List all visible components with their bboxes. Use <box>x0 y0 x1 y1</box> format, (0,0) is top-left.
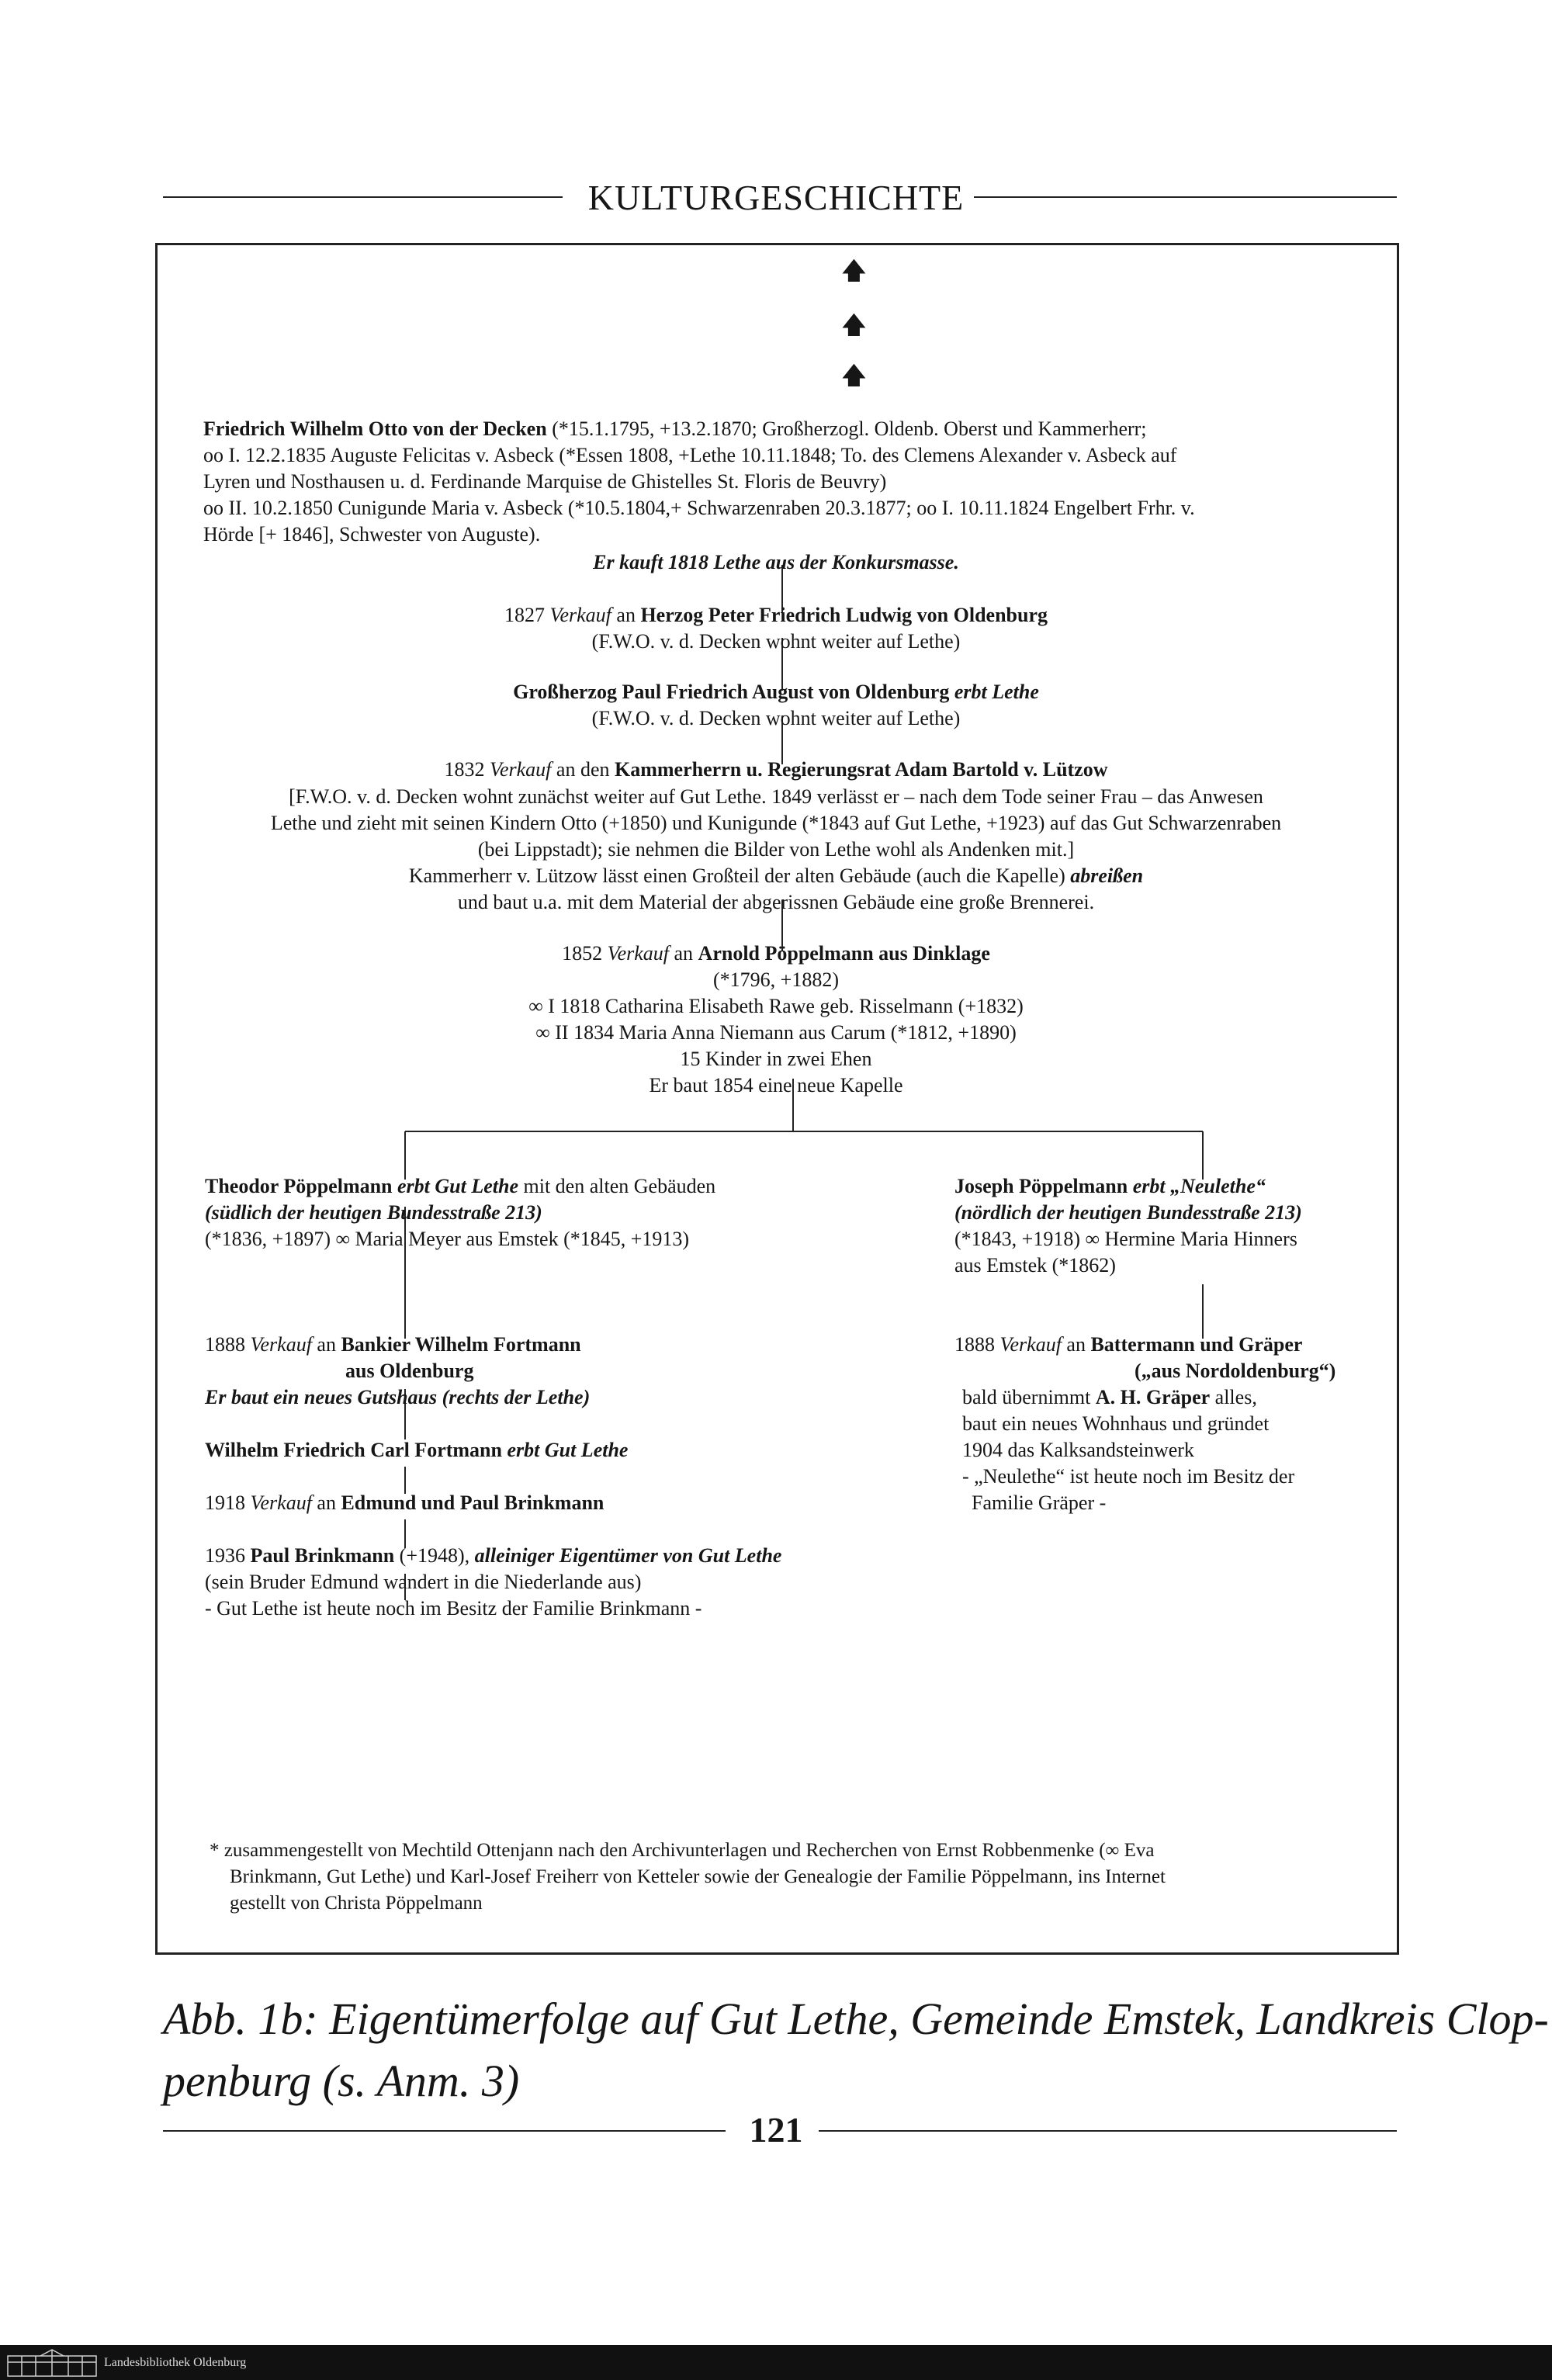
joseph-line-2: (nördlich der heutigen Bundesstraße 213) <box>954 1201 1302 1224</box>
joseph-line-4: aus Emstek (*1862) <box>954 1254 1116 1277</box>
sale-1832-line-1: [F.W.O. v. d. Decken wohnt zunächst weiter auf Gut Lethe. 1849 verlässt er – nach dem Tode seiner Frau – das Anwesen <box>289 785 1263 808</box>
decken-life: (*15.1.1795, +13.2.1870; Großherzogl. Oldenb. Oberst und Kammerherr; <box>546 417 1147 440</box>
sale-1852-line-1: (*1796, +1882) <box>713 968 839 991</box>
page-header-title: KULTURGESCHICHTE <box>587 178 965 217</box>
right-sale-1888-line-4: baut ein neues Wohnhaus und gründet <box>962 1412 1270 1435</box>
decken-line-1 <box>203 416 1147 442</box>
theodor-line-3: (*1836, +1897) ∞ Maria Meyer aus Emstek (*1845, +1913) <box>205 1228 690 1250</box>
right-sale-1888-line-6: - „Neulethe“ ist heute noch im Besitz der <box>962 1465 1295 1488</box>
joseph-line-3: (*1843, +1918) ∞ Hermine Maria Hinners <box>954 1228 1297 1250</box>
right-sale-1888-line-2: („aus Nordoldenburg“) <box>1135 1360 1336 1382</box>
joseph-line-1: Joseph Pöppelmann erbt „Neulethe“ <box>954 1175 1266 1197</box>
footnote-line-2: Brinkmann, Gut Lethe) und Karl-Josef Freiherr von Ketteler sowie der Genealogie der Familie Pöppelmann, ins Internet <box>230 1866 1166 1887</box>
right-sale-1888-line-5: 1904 das Kalksandsteinwerk <box>962 1439 1194 1461</box>
decken-purchase: Er kauft 1818 Lethe aus der Konkursmasse. <box>593 551 959 573</box>
theodor-line-1: Theodor Pöppelmann erbt Gut Lethe mit den alten Gebäuden <box>205 1175 716 1197</box>
paul-brinkmann: 1936 Paul Brinkmann (+1948), alleiniger Eigentümer von Gut Lethe <box>205 1544 782 1567</box>
up-arrow-icon: 🡅 <box>842 258 866 284</box>
up-arrow-icon: 🡅 <box>842 363 866 389</box>
theodor-line-2: (südlich der heutigen Bundesstraße 213) <box>205 1201 542 1224</box>
inherit-grossherzog-note: (F.W.O. v. d. Decken wohnt weiter auf Lethe) <box>591 707 961 729</box>
right-sale-1888: 1888 Verkauf an Battermann und Gräper <box>954 1333 1303 1356</box>
sale-1852-line-3: ∞ II 1834 Maria Anna Niemann aus Carum (*1812, +1890) <box>535 1021 1017 1044</box>
decken-name: Friedrich Wilhelm Otto von der Decken <box>203 417 547 440</box>
left-sale-1888-line-2: aus Oldenburg <box>345 1360 474 1382</box>
sale-1832-line-5: und baut u.a. mit dem Material der abgerissnen Gebäude eine große Brennerei. <box>457 891 1095 913</box>
sale-1852-line-5: Er baut 1854 eine neue Kapelle <box>649 1074 903 1096</box>
left-sale-1888-line-3: Er baut ein neues Gutshaus (rechts der Lethe) <box>205 1386 591 1408</box>
decken-line-3: Lyren und Nosthausen u. d. Ferdinande Marquise de Ghistelles St. Floris de Beuvry) <box>203 470 887 493</box>
footnote-line-1: * zusammengestellt von Mechtild Ottenjann nach den Archivunterlagen und Recherchen von Ernst Robbenmenke (∞ Eva <box>210 1840 1155 1861</box>
footnote-line-3: gestellt von Christa Pöppelmann <box>230 1893 483 1914</box>
right-sale-1888-line-7: Familie Gräper - <box>972 1491 1107 1514</box>
figure-caption <box>163 1988 1549 2112</box>
decken-line-4: oo II. 10.2.1850 Cunigunde Maria v. Asbeck (*10.5.1804,+ Schwarzenraben 20.3.1877; oo I. 10.11.1824 Engelbert Frhr. v. <box>203 497 1195 519</box>
figure-caption-line-1: Abb. 1b: Eigentümerfolge auf Gut Lethe, Gemeinde Emstek, Landkreis Clop- <box>163 1994 1549 2044</box>
page-number: 121 <box>749 2110 803 2150</box>
sale-1832-line-2: Lethe und zieht mit seinen Kindern Otto (+1850) und Kunigunde (*1843 auf Gut Lethe, +1923) auf das Gut Schwarzenraben <box>270 812 1282 834</box>
figure-caption-line-2: penburg (s. Anm. 3) <box>163 2056 520 2106</box>
library-name: Landesbibliothek Oldenburg <box>104 2356 247 2369</box>
paul-brinkmann-line-2: (sein Bruder Edmund wandert in die Niederlande aus) <box>205 1571 642 1593</box>
sale-1852-line-4: 15 Kinder in zwei Ehen <box>680 1048 872 1070</box>
wilhelm-fortmann: Wilhelm Friedrich Carl Fortmann erbt Gut Lethe <box>205 1439 629 1461</box>
decken-line-5: Hörde [+ 1846], Schwester von Auguste). <box>203 523 541 546</box>
sale-1832-line-3: (bei Lippstadt); sie nehmen die Bilder von Lethe wohl als Andenken mit.] <box>477 838 1075 861</box>
sale-1832: 1832 Verkauf an den Kammerherrn u. Regierungsrat Adam Bartold v. Lützow <box>444 758 1108 781</box>
sale-1852: 1852 Verkauf an Arnold Pöppelmann aus Dinklage <box>562 942 990 965</box>
inherit-grossherzog: Großherzog Paul Friedrich August von Oldenburg erbt Lethe <box>513 681 1039 703</box>
sale-1852-line-2: ∞ I 1818 Catharina Elisabeth Rawe geb. Risselmann (+1832) <box>528 995 1024 1017</box>
left-sale-1888: 1888 Verkauf an Bankier Wilhelm Fortmann <box>205 1333 581 1356</box>
pagenum-rule-right <box>819 2130 1397 2132</box>
paul-brinkmann-line-3: - Gut Lethe ist heute noch im Besitz der Familie Brinkmann - <box>205 1597 702 1620</box>
library-building-icon <box>6 2348 99 2378</box>
up-arrow-icon: 🡅 <box>842 313 866 338</box>
sale-1827-note: (F.W.O. v. d. Decken wohnt weiter auf Lethe) <box>591 630 961 653</box>
sale-1832-line-4: Kammerherr v. Lützow lässt einen Großteil der alten Gebäude (auch die Kapelle) abreißen <box>408 864 1144 887</box>
sale-1827: 1827 Verkauf an Herzog Peter Friedrich Ludwig von Oldenburg <box>504 604 1048 626</box>
decken-line-2: oo I. 12.2.1835 Auguste Felicitas v. Asbeck (*Essen 1808, +Lethe 10.11.1848; To. des Clemens Alexander v. Asbeck auf <box>203 444 1177 466</box>
left-sale-1918: 1918 Verkauf an Edmund und Paul Brinkmann <box>205 1491 605 1514</box>
right-sale-1888-line-3: bald übernimmt A. H. Gräper alles, <box>962 1386 1257 1408</box>
